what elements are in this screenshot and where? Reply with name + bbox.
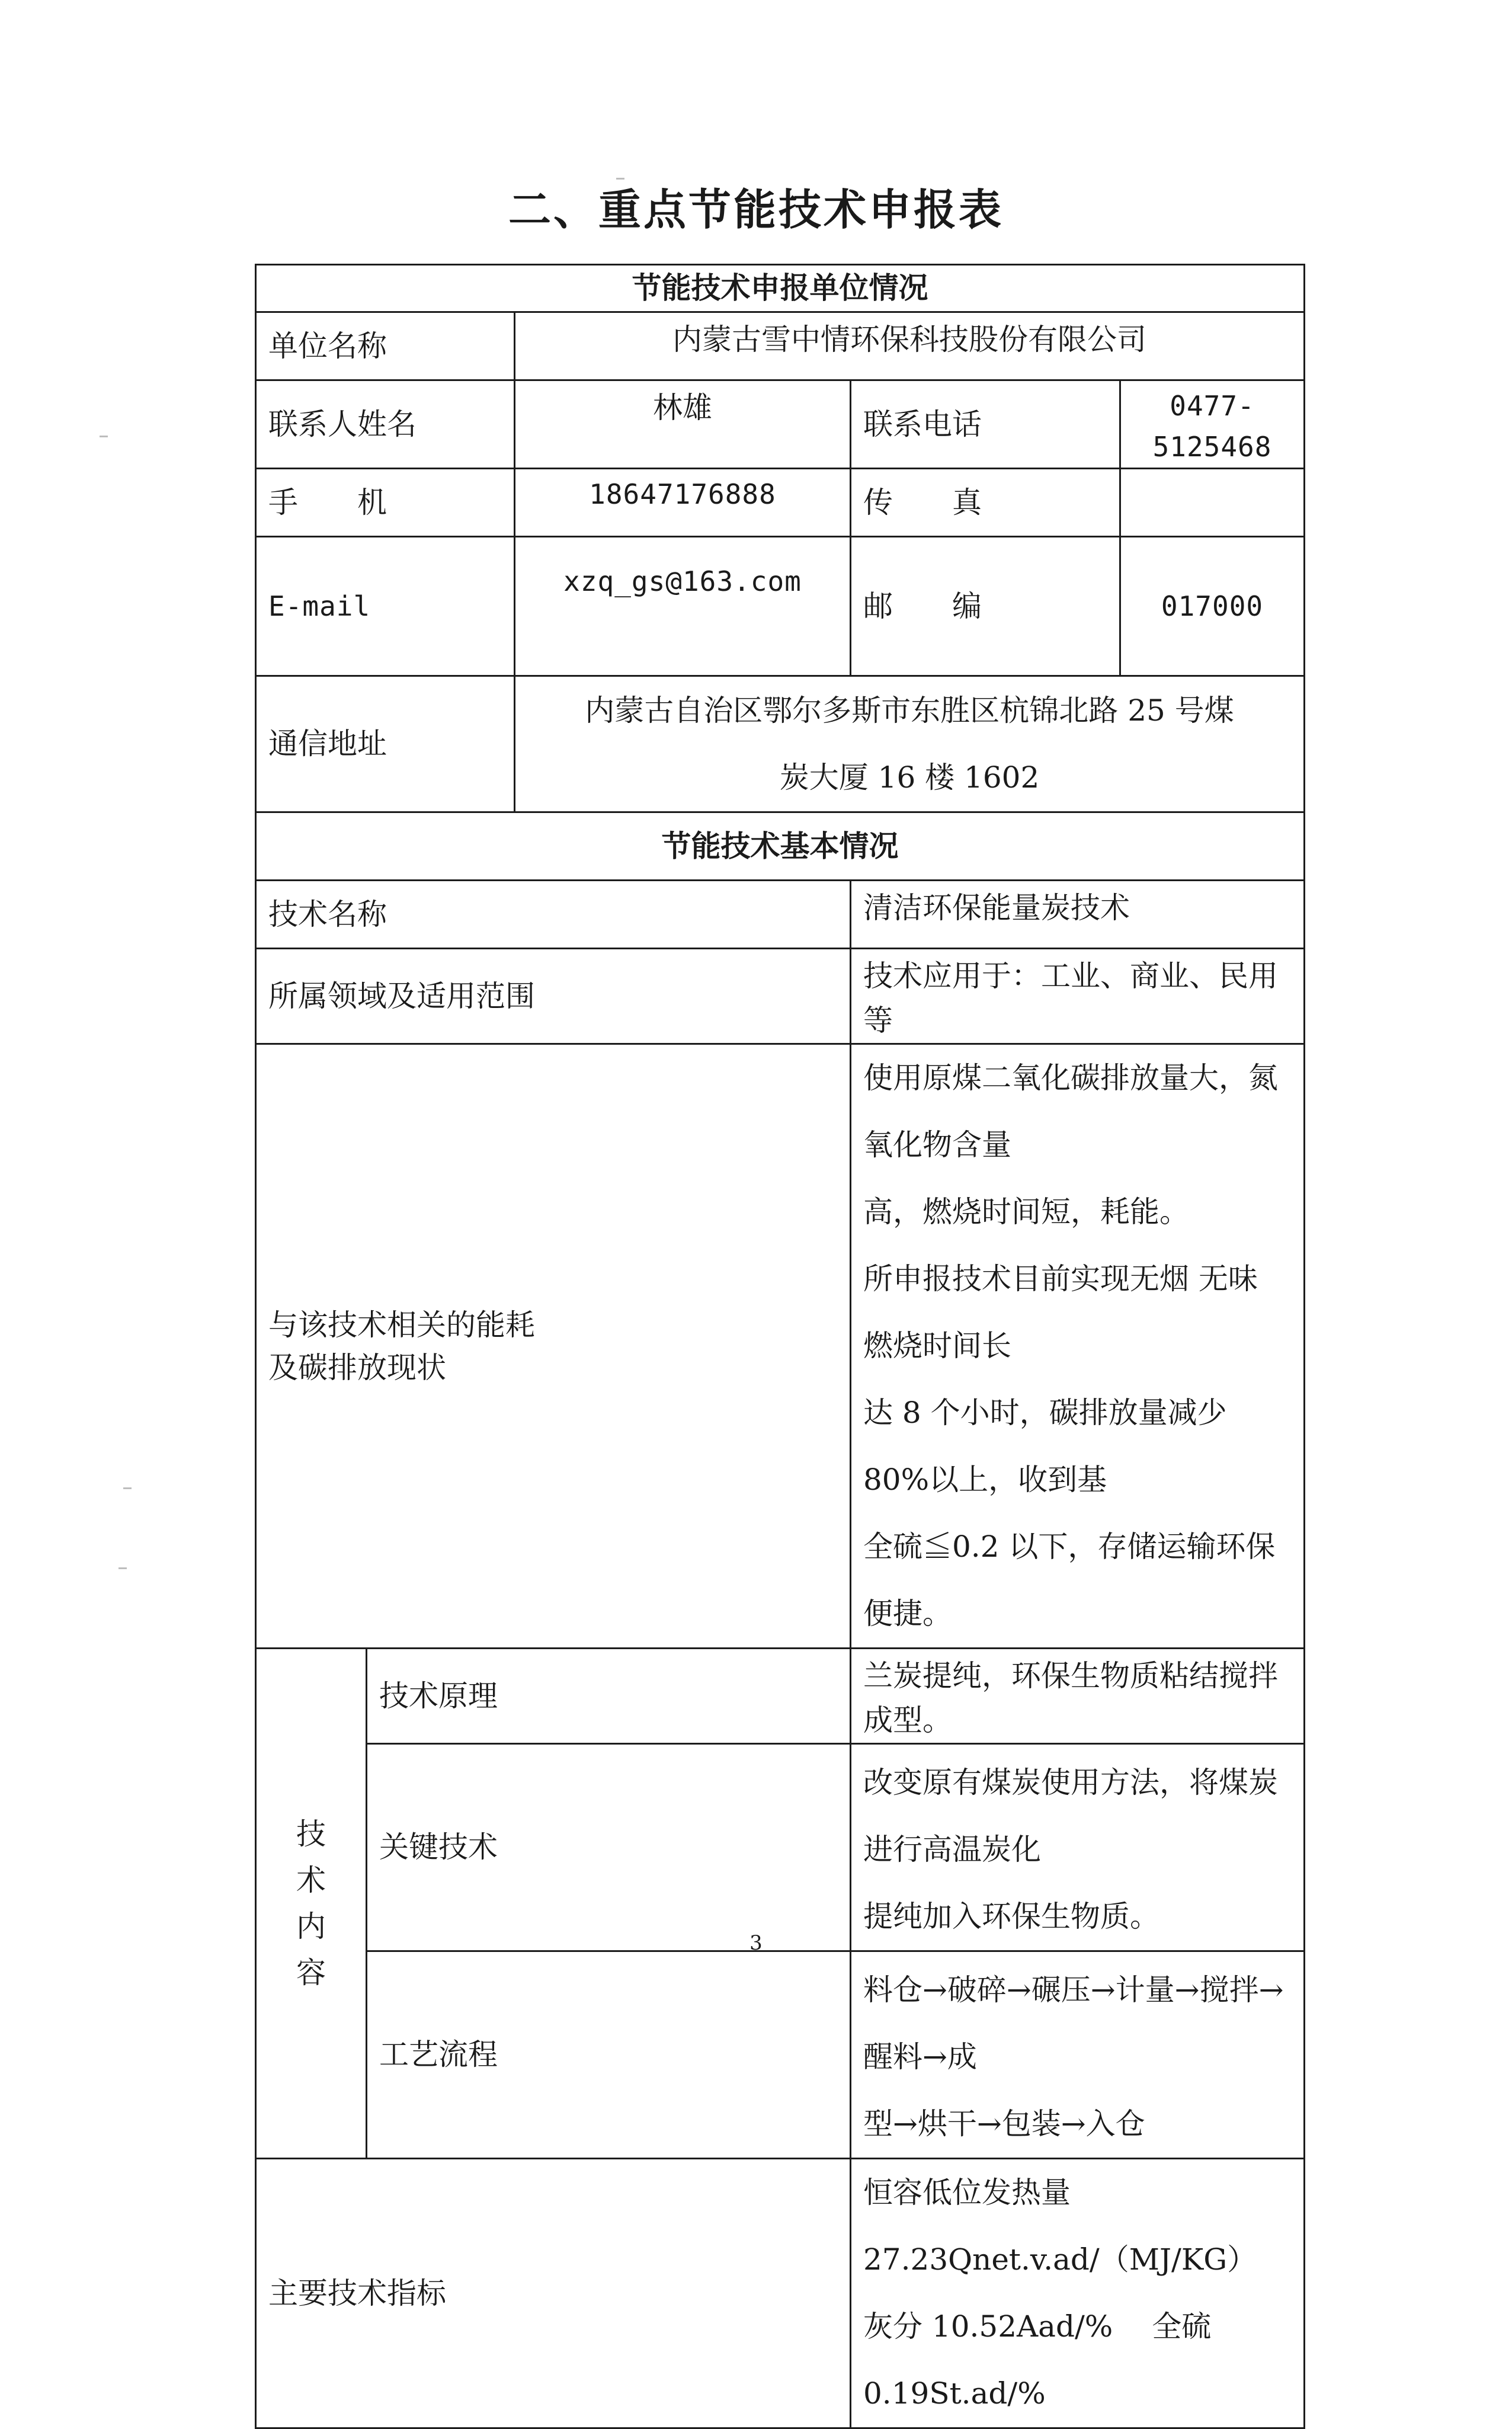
- tech-name-label: 技术名称: [256, 881, 851, 949]
- phone-label: 联系电话: [851, 380, 1120, 469]
- key-tech-value: [851, 1744, 1305, 1951]
- address-value: [515, 676, 1305, 812]
- field-row: [256, 949, 1305, 1044]
- address-row: [256, 676, 1305, 812]
- scan-mark: [100, 436, 108, 437]
- field-value: 技术应用于：工业、商业、民用等: [851, 949, 1305, 1044]
- tech-content-char: 内: [296, 1909, 326, 1944]
- unit-name-label: 单位名称: [256, 312, 515, 380]
- key-tech-line: 改变原有煤炭使用方法，将煤炭进行高温炭化: [863, 1765, 1278, 1867]
- tech-content-char: 技: [296, 1817, 326, 1851]
- tech-name-value: 清洁环保能量炭技术: [851, 881, 1305, 949]
- contact-label: 联系人姓名: [256, 380, 515, 469]
- address-line: 内蒙古自治区鄂尔多斯市东胜区杭锦北路 25 号煤: [585, 693, 1234, 728]
- address-line: 炭大厦 16 楼 1602: [779, 760, 1040, 795]
- postcode-value: 017000: [1120, 537, 1305, 676]
- phone-value: 0477-5125468: [1120, 380, 1305, 469]
- postcode-label: 邮 编: [851, 537, 1120, 676]
- status-line: 使用原煤二氧化碳排放量大，氮氧化物含量: [863, 1061, 1278, 1162]
- status-line: 高，燃烧时间短，耗能。: [863, 1195, 1189, 1229]
- email-row: [256, 537, 1305, 676]
- tech-content-char: 术: [296, 1863, 326, 1897]
- contact-row: [256, 380, 1305, 469]
- unit-name-value: 内蒙古雪中情环保科技股份有限公司: [515, 312, 1305, 380]
- mobile-label: 手 机: [256, 469, 515, 537]
- status-line: 所申报技术目前实现无烟 无味 燃烧时间长: [863, 1262, 1258, 1363]
- fax-label: 传 真: [851, 469, 1120, 537]
- key-tech-row: [256, 1744, 1305, 1951]
- email-value: xzq_gs@163.com: [515, 537, 851, 676]
- scan-mark: [118, 1567, 127, 1569]
- indicators-line: 灰分 10.52Aad/% 全硫 0.19St.ad/%: [863, 2309, 1212, 2411]
- unit-section-header-row: [256, 265, 1305, 312]
- tech-content-char: 容: [296, 1956, 326, 1990]
- document-title: 二、重点节能技术申报表: [508, 185, 1004, 235]
- status-label: [256, 1044, 851, 1649]
- fax-value: [1120, 469, 1305, 537]
- indicators-row: [256, 2159, 1305, 2428]
- application-form-table: [255, 264, 1305, 2429]
- mobile-row: [256, 469, 1305, 537]
- status-row: [256, 1044, 1305, 1649]
- principle-label: 技术原理: [367, 1649, 851, 1744]
- principle-value: 兰炭提纯，环保生物质粘结搅拌成型。: [851, 1649, 1305, 1744]
- indicators-line: 恒容低位发热量 27.23Qnet.v.ad/（MJ/KG）: [863, 2175, 1257, 2277]
- field-label: 所属领域及适用范围: [256, 949, 851, 1044]
- tech-name-row: [256, 881, 1305, 949]
- page-number: 3: [749, 1931, 763, 1955]
- key-tech-label: 关键技术: [367, 1744, 851, 1951]
- principle-row: [256, 1649, 1305, 1744]
- indicators-label: 主要技术指标: [256, 2159, 851, 2428]
- contact-value: 林雄: [515, 380, 851, 469]
- status-value: [851, 1044, 1305, 1649]
- process-label: 工艺流程: [367, 1951, 851, 2159]
- tech-content-label: [256, 1649, 367, 2159]
- process-line: 型→烘干→包装→入仓: [863, 2107, 1145, 2141]
- scan-mark: [123, 1487, 132, 1489]
- unit-section-header: 节能技术申报单位情况: [256, 265, 1305, 312]
- tech-section-header: 节能技术基本情况: [256, 812, 1305, 881]
- process-value: [851, 1951, 1305, 2159]
- email-label: E-mail: [256, 537, 515, 676]
- mobile-value: 18647176888: [515, 469, 851, 537]
- tech-section-header-row: [256, 812, 1305, 881]
- status-label-line: 与该技术相关的能耗: [268, 1307, 535, 1342]
- key-tech-line: 提纯加入环保生物质。: [863, 1899, 1159, 1934]
- process-line: 料仓→破碎→碾压→计量→搅拌→醒料→成: [863, 1973, 1284, 2074]
- status-line: 达 8 个小时，碳排放量减少 80%以上，收到基: [863, 1396, 1227, 1497]
- scan-mark: [616, 178, 624, 180]
- status-label-line: 及碳排放现状: [268, 1350, 446, 1385]
- indicators-value: [851, 2159, 1305, 2428]
- unit-name-row: [256, 312, 1305, 380]
- address-label: 通信地址: [256, 676, 515, 812]
- process-row: [256, 1951, 1305, 2159]
- status-line: 全硫≦0.2 以下，存储运输环保便捷。: [863, 1529, 1276, 1631]
